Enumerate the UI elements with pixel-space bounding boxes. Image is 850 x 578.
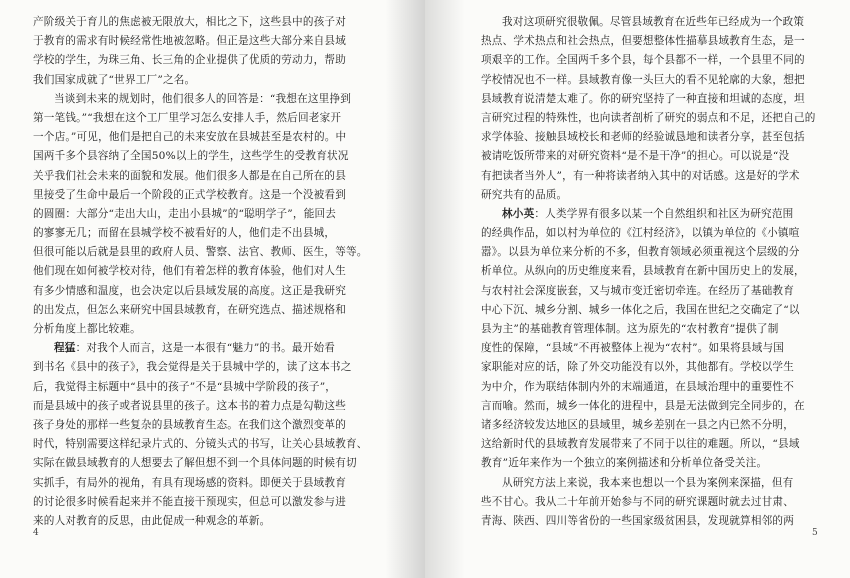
line-text: 诸多经济较发达地区的县域里，城乡差别在一县之内已然不分明， xyxy=(481,418,795,431)
line-text: 一个店。”可见，他们是把自己的未来安放在县城甚至是农村的。中 xyxy=(33,131,347,144)
line-text: 后，我觉得主标题中“县中的孩子”不是“县城中学阶段的孩子”， xyxy=(33,380,337,393)
line-text: 第一笔钱。”“我想在这个工厂里学习怎么安排人手，然后回老家开 xyxy=(33,111,342,124)
text-line xyxy=(481,358,819,377)
page-number-left: 4 xyxy=(33,528,39,538)
line-text: 县域教育说清楚太难了。你的研究坚持了一种直接和坦诚的态度，坦 xyxy=(481,92,805,105)
line-text: 从研究方法上来说，我本来也想以一个县为案例来深描，但有 xyxy=(502,476,794,489)
text-line xyxy=(33,243,376,262)
text-line xyxy=(33,13,376,32)
text-line xyxy=(481,320,819,339)
text-line xyxy=(481,224,819,243)
line-text: 为中介，作为联结体制内外的末端通道，在县域治理中的重要性不 xyxy=(481,380,795,393)
text-line xyxy=(481,435,819,454)
line-text: 里接受了生命中最后一个阶段的正式学校教育。这是一个没被看到 xyxy=(33,188,347,201)
line-text: 到书名《县中的孩子》，我会觉得是关于县城中学的，读了这本书之 xyxy=(33,361,352,374)
text-line xyxy=(481,32,819,51)
line-text: 的寥寥无几；而留在县城学校不被看好的人，他们走不出县城， xyxy=(33,227,336,240)
line-text: ：人类学界有很多以某一个自然组织和社区为研究范围 xyxy=(534,207,794,220)
line-text: 学校情况也不一样。县域教育像一头巨大的看不见轮廓的大象，想把 xyxy=(481,73,805,86)
line-text: 项艰辛的工作。全国两千多个县，每个县都不一样，一个县里不同的 xyxy=(481,54,805,67)
line-text: 有多少情感和温度，也会决定以后县域发展的高度。这正是我研究 xyxy=(33,284,347,297)
line-text: 学校的学生，为珠三角、长三角的企业提供了优质的劳动力，帮助 xyxy=(33,54,347,67)
right-page-text xyxy=(481,13,819,531)
text-line xyxy=(33,512,376,531)
line-text: 而是县域中的孩子或者说县里的孩子。这本书的着力点是勾勒这些 xyxy=(33,399,347,412)
text-line xyxy=(481,397,819,416)
text-line xyxy=(481,378,819,397)
line-text: 于教育的需求有时候经常性地被忽略。但正是这些大部分来自县域 xyxy=(33,35,347,48)
line-text: 他们现在如何被学校对待，他们有着怎样的教育体验，他们对人生 xyxy=(33,265,347,278)
line-text: 求学体验、接触县域校长和老师的经验诚恳地和读者分享，甚至包括 xyxy=(481,131,805,144)
line-text: 孩子身处的那样一些复杂的县域教育生态。在我们这个激烈变革的 xyxy=(33,418,347,431)
text-line xyxy=(481,282,819,301)
speaker-name: 程猛 xyxy=(54,342,76,355)
text-line xyxy=(481,474,819,493)
line-text: 有把读者当外人”，有一种将读者纳入其中的对话感。这是好的学术 xyxy=(481,169,800,182)
speaker-name: 林小英 xyxy=(502,207,535,220)
text-line xyxy=(33,454,376,473)
text-line xyxy=(33,435,376,454)
line-text: 热点、学术热点和社会热点，但要想整体性描摹县域教育生态，是一 xyxy=(481,35,805,48)
text-line xyxy=(33,358,376,377)
text-line xyxy=(481,109,819,128)
text-line xyxy=(481,301,819,320)
line-text: 国两千多个县容纳了全国50%以上的学生，这些学生的受教育状况 xyxy=(33,150,349,163)
text-line xyxy=(33,493,376,512)
line-text: 关乎我们社会未来的面貌和发展。他们很多人都是在自己所在的县 xyxy=(33,169,347,182)
text-line xyxy=(33,128,376,147)
line-text: 家职能对应的话，除了外交功能没有以外，其他都有。学校以学生 xyxy=(481,361,795,374)
text-line xyxy=(33,339,376,358)
text-line xyxy=(33,205,376,224)
text-line xyxy=(481,51,819,70)
line-text: 这给新时代的县域教育发展带来了不同于以往的难题。所以，“县域 xyxy=(481,438,800,451)
text-line xyxy=(33,378,376,397)
text-line xyxy=(33,224,376,243)
line-text: 被请吃饭所带来的对研究资料“是不是干净”的担心。可以说是“没 xyxy=(481,150,790,163)
line-text: ：对我个人而言，这是一本很有“魅力”的书。最开始看 xyxy=(75,342,336,355)
text-line xyxy=(33,282,376,301)
line-text: 来的人对教育的反思，由此促成一种观念的革新。 xyxy=(33,514,271,527)
line-text: 但很可能以后就是县里的政府人员、警察、法官、教师、医生，等等。 xyxy=(33,246,368,259)
line-text: 的出发点，但怎么来研究中国县域教育，在研究选点、描述规格和 xyxy=(33,303,347,316)
text-line xyxy=(33,32,376,51)
text-line xyxy=(481,243,819,262)
text-line xyxy=(481,147,819,166)
text-line xyxy=(33,71,376,90)
line-text: 嚣》。以县为单位来分析的不多，但教育领域必须重视这个层级的分 xyxy=(481,246,800,259)
text-line xyxy=(481,493,819,512)
line-text: 分析角度上都比较难。 xyxy=(33,323,141,335)
line-text: 言而喻。然而，城乡一体化的进程中，县是无法做到完全同步的，在 xyxy=(481,399,805,412)
text-line xyxy=(33,167,376,186)
text-line xyxy=(481,128,819,147)
text-line xyxy=(481,205,819,224)
text-line xyxy=(33,51,376,70)
line-text: 度性的保障，“县域”不再被整体上视为“农村”。如果将县域与国 xyxy=(481,342,785,355)
text-line xyxy=(33,262,376,281)
line-text: 中心下沉、城乡分割、城乡一体化之后，我国在世纪之交确定了“以 xyxy=(481,303,800,316)
line-text: 青海、陕西、四川等省份的一些国家级贫困县，发现就算相邻的两 xyxy=(481,514,795,527)
line-text: 教育”近年来作为一个独立的案例描述和分析单位备受关注。 xyxy=(481,457,768,470)
line-text: 与农村社会深度嵌套，又与城市变迁密切牵连。在经历了基础教育 xyxy=(481,284,795,297)
line-text: 实际在做县域教育的人想要去了解但想不到一个具体问题的时候有切 xyxy=(33,457,357,470)
line-text: 我们国家成就了“世界工厂”之名。 xyxy=(33,73,196,86)
line-text: 言研究过程的特殊性，也向读者剖析了研究的弱点和不足，还把自己的 xyxy=(481,111,816,124)
line-text: 县为主”的基础教育管理体制。这为原先的“农村教育”提供了制 xyxy=(481,323,779,335)
line-text: 产阶级关于育儿的焦虑被无限放大，相比之下，这些县中的孩子对 xyxy=(33,16,347,28)
text-line xyxy=(481,454,819,473)
text-line xyxy=(481,416,819,435)
left-page-text xyxy=(33,13,376,531)
line-text: 的经典作品，如以村为单位的《江村经济》，以镇为单位的《小镇喧 xyxy=(481,227,800,240)
text-line xyxy=(33,301,376,320)
text-line xyxy=(33,416,376,435)
text-line xyxy=(33,186,376,205)
line-text: 实抓手，有局外的视角，有具有现场感的资料。即便关于县域教育 xyxy=(33,476,347,489)
text-line xyxy=(481,90,819,109)
line-text: 析单位。从纵向的历史维度来看，县域教育在新中国历史上的发展， xyxy=(481,265,805,278)
text-line xyxy=(481,262,819,281)
text-line xyxy=(33,397,376,416)
line-text: 的圆圈：大部分“走出大山，走出小县城”的“聪明学子”，能回去 xyxy=(33,207,337,220)
text-line xyxy=(481,71,819,90)
line-text: 研究共有的品质。 xyxy=(481,188,568,201)
text-line xyxy=(33,320,376,339)
text-line xyxy=(33,90,376,109)
text-line xyxy=(481,186,819,205)
text-line xyxy=(481,339,819,358)
line-text: 的讨论很多时候看起来并不能直接干预现实，但总可以激发参与进 xyxy=(33,495,347,508)
text-line xyxy=(33,147,376,166)
text-line xyxy=(481,167,819,186)
line-text: 我对这项研究很敬佩。尽管县域教育在近些年已经成为一个政策 xyxy=(502,16,805,28)
page-number-right: 5 xyxy=(812,528,818,538)
line-text: 些不甘心。我从二十年前开始参与不同的研究课题时就去过甘肃、 xyxy=(481,495,795,508)
text-line xyxy=(481,13,819,32)
text-line xyxy=(33,109,376,128)
line-text: 当谈到未来的规划时，他们很多人的回答是：“我想在这里挣到 xyxy=(54,92,352,105)
line-text: 时代，特别需要这样纪录片式的、分镜头式的书写，让关心县域教育、 xyxy=(33,438,368,451)
text-line xyxy=(33,474,376,493)
text-line xyxy=(481,512,819,531)
